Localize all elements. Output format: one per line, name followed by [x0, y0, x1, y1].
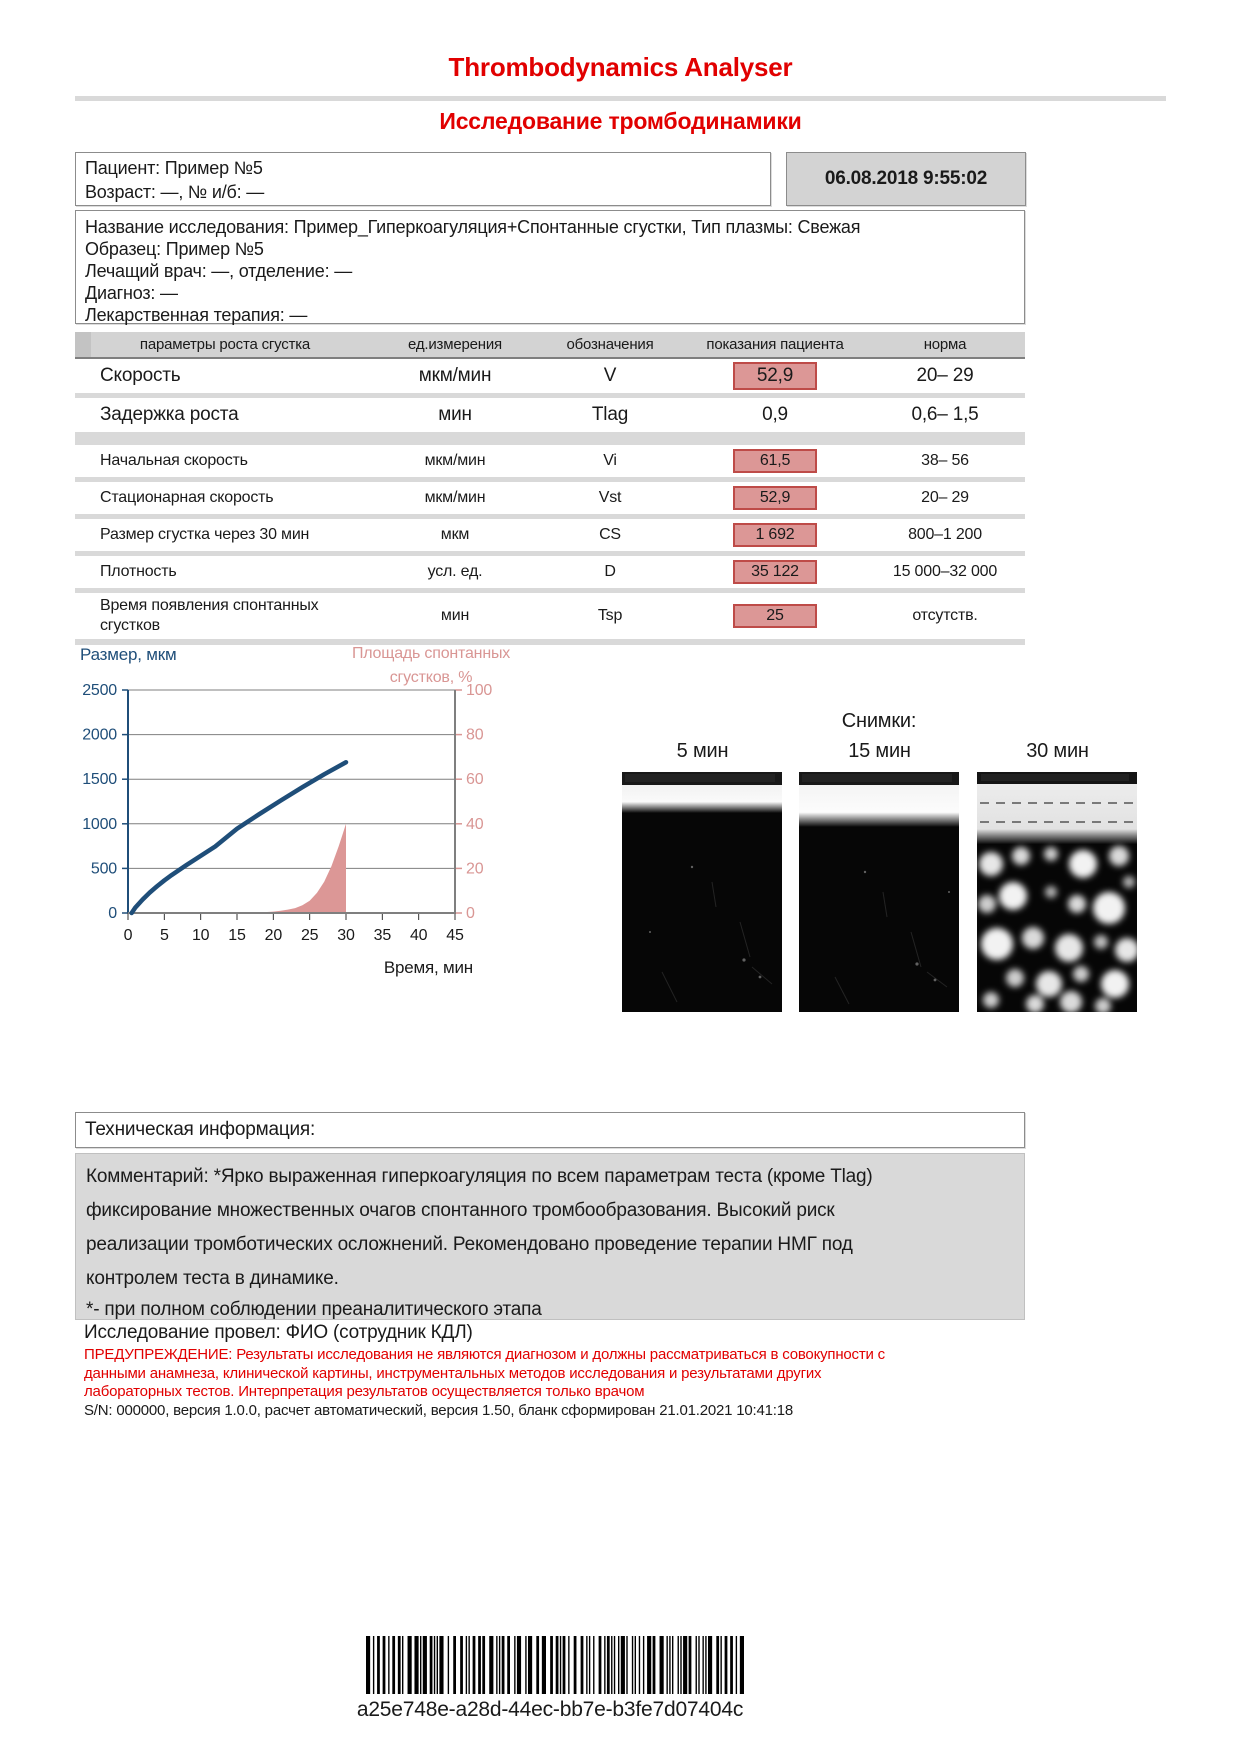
comment-line: контролем теста в динамике.: [86, 1268, 339, 1289]
sample-line: Образец: Пример №5: [85, 239, 264, 259]
doctor-line: Лечащий врач: —, отделение: —: [85, 261, 353, 281]
param-symbol: D: [604, 563, 616, 580]
table-row: [75, 556, 1025, 588]
warning-line: данными анамнеза, клинической картины, инструментальных методов исследования и результатами других: [84, 1364, 822, 1382]
app-title: Thrombodynamics Analyser: [448, 52, 793, 82]
performed-by-line: Исследование провел: ФИО (сотрудник КДЛ): [84, 1322, 473, 1343]
param-name: Плотность: [100, 563, 177, 580]
table-row: [75, 593, 1025, 639]
svg-text:80: 80: [466, 726, 484, 744]
table-row: [75, 482, 1025, 514]
param-norm: 0,6– 1,5: [911, 404, 979, 425]
svg-text:20: 20: [264, 927, 283, 944]
col-header-norm: норма: [923, 336, 967, 353]
param-value: 35 122: [733, 560, 817, 584]
svg-text:45: 45: [446, 927, 464, 944]
table-row: [75, 398, 1025, 432]
report-title: Исследование тромбодинамики: [439, 108, 802, 134]
barcode-text: a25e748e-a28d-44ec-bb7e-b3fe7d07404c: [356, 1698, 744, 1721]
diagnosis-line: Диагноз: —: [85, 283, 178, 303]
param-symbol: V: [603, 365, 617, 386]
svg-text:40: 40: [466, 815, 484, 833]
param-name: Скорость: [100, 365, 181, 386]
comment-footnote: *- при полном соблюдении преаналитического этапа: [86, 1299, 542, 1320]
param-symbol: CS: [599, 526, 621, 543]
param-name: Размер сгустка через 30 мин: [100, 526, 310, 543]
param-norm: отсутств.: [912, 607, 978, 624]
param-name: Задержка роста: [100, 404, 239, 425]
comment-line: Комментарий: *Ярко выраженная гиперкоагуляция по всем параметрам теста (кроме Tlag): [86, 1166, 873, 1187]
study-info-box: [75, 210, 1025, 324]
col-header-symbol: обозначения: [566, 336, 654, 353]
table-row: [75, 519, 1025, 551]
left-axis-label: Размер, мкм: [80, 645, 177, 664]
right-axis-label: Площадь спонтанных сгустков, %: [351, 645, 511, 686]
svg-text:10: 10: [191, 927, 210, 944]
param-unit: усл. ед.: [427, 563, 483, 580]
param-unit: мкм/мин: [418, 365, 492, 386]
svg-text:40: 40: [409, 927, 428, 944]
svg-text:60: 60: [466, 771, 484, 789]
param-norm: 800–1 200: [908, 526, 982, 543]
warning-line: лабораторных тестов. Интерпретация результатов осуществляется только врачом: [84, 1383, 645, 1400]
barcode: [366, 1636, 744, 1694]
study-name-line: Название исследования: Пример_Гиперкоагуляция+Спонтанные сгустки, Тип плазмы: Свежая: [85, 217, 861, 237]
thrombodynamics-chart: [68, 678, 508, 988]
param-value: 25: [733, 604, 817, 628]
patient-name-line: Пациент: Пример №5: [85, 158, 263, 178]
param-symbol: Vst: [598, 489, 622, 506]
param-name: Стационарная скорость: [100, 489, 274, 506]
param-symbol: Vi: [603, 452, 617, 469]
param-unit: мкм: [440, 526, 470, 543]
param-symbol: Tsp: [597, 607, 623, 624]
snapshot-label-30min: 30 мин: [1026, 740, 1089, 762]
serial-version-line: S/N: 000000, версия 1.0.0, расчет автоматический, версия 1.50, бланк сформирован 21.01.2021 10:41:18: [84, 1402, 794, 1419]
svg-text:500: 500: [90, 860, 117, 878]
param-symbol: Tlag: [591, 404, 629, 425]
param-unit: мкм/мин: [424, 452, 486, 469]
svg-text:2000: 2000: [82, 726, 117, 744]
warning-text: [84, 1346, 1084, 1402]
param-value: 1 692: [733, 523, 817, 547]
param-norm: 20– 29: [921, 489, 969, 506]
svg-text:Время, мин: Время, мин: [383, 958, 473, 977]
svg-text:1000: 1000: [82, 815, 117, 833]
param-value: 61,5: [733, 449, 817, 473]
svg-text:30: 30: [337, 927, 355, 944]
param-name: Время появления спонтанных сгустков: [100, 597, 319, 634]
table-header-corner: [75, 332, 91, 357]
snapshot-label-5min: 5 мин: [676, 740, 729, 762]
table-row: [75, 359, 1025, 393]
comment-line: фиксирование множественных очагов спонтанного тромбообразования. Высокий риск: [86, 1200, 835, 1221]
svg-text:0: 0: [123, 927, 133, 944]
patient-age-line: Возраст: —, № и/б: —: [85, 182, 265, 202]
comment-line: реализации тромботических осложнений. Рекомендовано проведение терапии НМГ под: [86, 1234, 853, 1255]
param-norm: 20– 29: [916, 365, 974, 386]
patient-info-box: [75, 152, 771, 206]
comment-box: [75, 1153, 1025, 1320]
table-row: [75, 445, 1025, 477]
svg-text:0: 0: [108, 905, 117, 922]
header-divider: [75, 96, 1166, 101]
clot-photo-30min: [977, 772, 1137, 1012]
param-unit: мин: [440, 607, 470, 624]
svg-text:2500: 2500: [82, 682, 117, 699]
svg-text:25: 25: [300, 927, 319, 944]
table-header-row: [75, 332, 1025, 359]
param-norm: 38– 56: [921, 452, 969, 469]
param-unit: мкм/мин: [424, 489, 486, 506]
parameters-table: [75, 332, 1025, 645]
svg-text:5: 5: [159, 927, 169, 944]
param-value: 0,9: [762, 404, 788, 425]
table-bottom-border: [75, 639, 1025, 645]
svg-text:100: 100: [466, 682, 493, 699]
param-value: 52,9: [733, 362, 817, 390]
clot-photo-5min: [622, 772, 782, 1012]
snapshots-title: Снимки:: [841, 710, 917, 732]
col-header-param: параметры роста сгустка: [139, 336, 311, 353]
chart-canvas: [68, 678, 508, 988]
snapshot-label-15min: 15 мин: [848, 740, 911, 762]
col-header-unit: ед.измерения: [408, 336, 502, 353]
param-value: 52,9: [733, 486, 817, 510]
param-norm: 15 000–32 000: [892, 563, 998, 580]
report-datetime: 06.08.2018 9:55:02: [786, 152, 1026, 206]
clot-photo-15min: [799, 772, 959, 1012]
param-unit: мин: [438, 404, 472, 425]
svg-text:35: 35: [373, 927, 392, 944]
section-separator: [75, 432, 1025, 445]
warning-line: ПРЕДУПРЕЖДЕНИЕ: Результаты исследования не являются диагнозом и должны рассматриваться в совокупности с: [84, 1346, 885, 1363]
svg-text:0: 0: [466, 905, 475, 922]
therapy-line: Лекарственная терапия: —: [85, 305, 308, 325]
param-name: Начальная скорость: [100, 452, 248, 469]
col-header-value: показания пациента: [706, 336, 844, 353]
technical-info-box: Техническая информация:: [75, 1112, 1025, 1148]
svg-text:1500: 1500: [82, 771, 117, 789]
svg-text:15: 15: [228, 927, 246, 944]
svg-text:20: 20: [466, 860, 484, 878]
